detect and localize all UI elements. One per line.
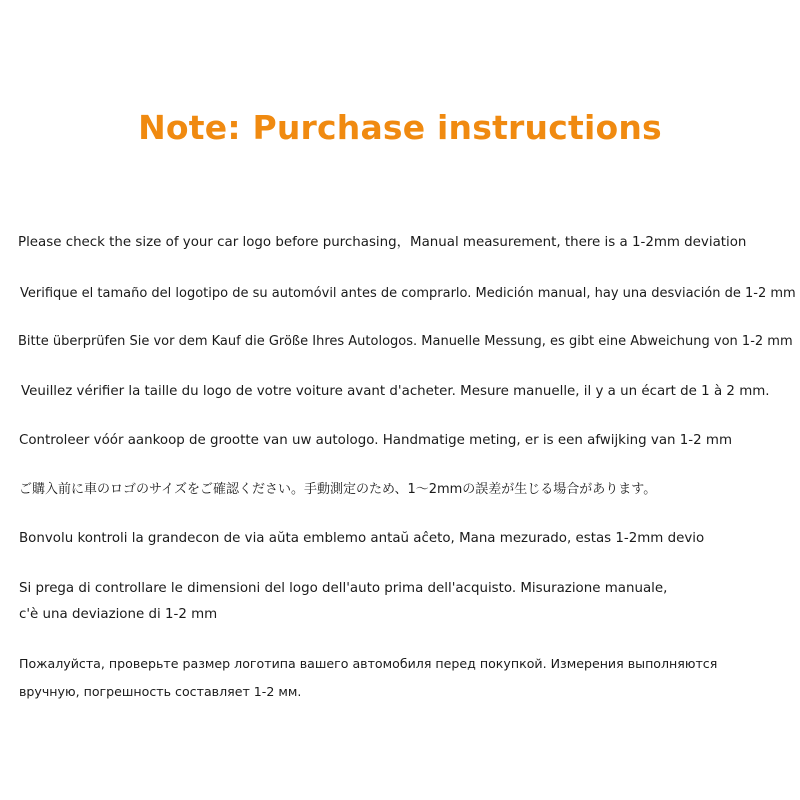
instruction-russian-line2: вручную, погрешность составляет 1-2 мм. <box>19 684 302 699</box>
instruction-dutch: Controleer vóór aankoop de grootte van uw autologo. Handmatige meting, er is een afwijking van 1-2 mm <box>19 433 732 448</box>
instruction-japanese: ご購入前に車のロゴのサイズをご確認ください。手動測定のため、1〜2mmの誤差が生じる場合があります。 <box>19 482 657 497</box>
instruction-italian-line2: c'è una deviazione di 1-2 mm <box>19 607 218 622</box>
instruction-french: Veuillez vérifier la taille du logo de votre voiture avant d'acheter. Mesure manuelle, il y a un écart de 1 à 2 mm. <box>21 384 770 399</box>
instruction-italian-line1: Si prega di controllare le dimensioni del logo dell'auto prima dell'acquisto. Misurazione manuale, <box>19 581 668 596</box>
instruction-russian-line1: Пожалуйста, проверьте размер логотипа вашего автомобиля перед покупкой. Измерения выполняются <box>19 656 718 671</box>
instruction-esperanto: Bonvolu kontroli la grandecon de via aŭta emblemo antaŭ aĉeto, Mana mezurado, estas 1-2mm devio <box>19 531 705 546</box>
page-title: Note: Purchase instructions <box>138 108 662 147</box>
instruction-spanish: Verifique el tamaño del logotipo de su automóvil antes de comprarlo. Medición manual, hay una desviación de 1-2 mm <box>20 286 796 301</box>
instruction-english: Please check the size of your car logo before purchasing，Manual measurement, there is a 1-2mm deviation <box>18 235 747 250</box>
instruction-german: Bitte überprüfen Sie vor dem Kauf die Größe Ihres Autologos. Manuelle Messung, es gibt eine Abweichung von 1-2 mm <box>18 334 793 349</box>
